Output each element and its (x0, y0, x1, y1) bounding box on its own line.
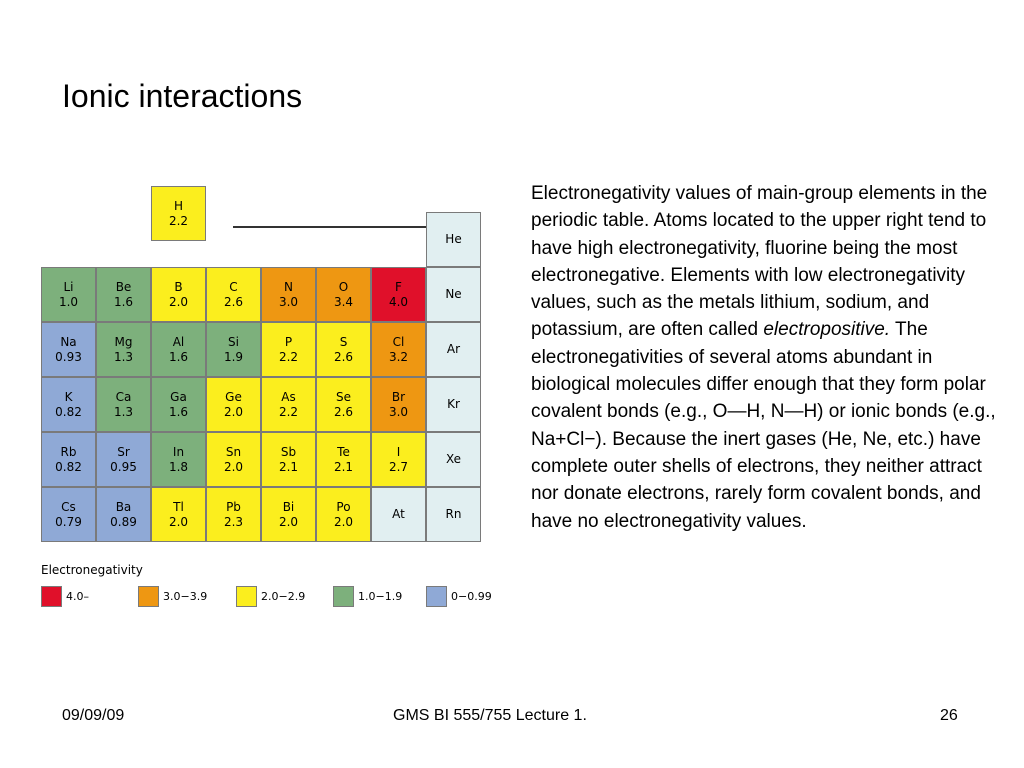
element-electronegativity: 4.0 (388, 294, 409, 309)
element-electronegativity: 2.2 (278, 349, 299, 364)
element-electronegativity: 0.82 (55, 459, 82, 474)
element-cell-be (96, 267, 151, 322)
element-symbol: P (284, 334, 293, 349)
element-symbol: I (396, 444, 401, 459)
element-electronegativity: 2.3 (223, 514, 244, 529)
element-symbol: Ga (170, 389, 187, 404)
element-cell-bi (261, 487, 316, 542)
slide-title: Ionic interactions (62, 78, 303, 114)
element-electronegativity: 2.0 (223, 404, 244, 419)
element-electronegativity: 0.89 (110, 514, 137, 529)
element-cell-b (151, 267, 206, 322)
element-symbol: Xe (445, 452, 462, 466)
element-electronegativity: 2.1 (333, 459, 354, 474)
legend-label-yellow: 2.0−2.9 (261, 590, 306, 603)
element-symbol: Mg (114, 334, 133, 349)
element-electronegativity: 2.2 (168, 213, 189, 228)
element-cell-al (151, 322, 206, 377)
element-electronegativity: 3.0 (278, 294, 299, 309)
element-cell-se (316, 377, 371, 432)
element-cell-ne (426, 267, 481, 322)
description-text (531, 180, 1009, 535)
element-symbol: C (229, 279, 238, 294)
element-electronegativity: 1.0 (58, 294, 79, 309)
element-electronegativity: 2.1 (278, 459, 299, 474)
element-symbol: S (339, 334, 348, 349)
element-symbol: Se (336, 389, 351, 404)
element-cell-rb (41, 432, 96, 487)
element-symbol: F (395, 279, 402, 294)
element-cell-at (371, 487, 426, 542)
element-cell-ga (151, 377, 206, 432)
legend-title: Electronegativity (41, 563, 143, 577)
element-symbol: Pb (226, 499, 241, 514)
element-symbol: Br (391, 389, 406, 404)
element-cell-h (151, 186, 206, 241)
element-electronegativity: 1.6 (168, 404, 189, 419)
element-cell-po (316, 487, 371, 542)
element-symbol: Sn (225, 444, 242, 459)
element-electronegativity: 0.93 (55, 349, 82, 364)
element-symbol: Bi (282, 499, 295, 514)
element-symbol: As (281, 389, 296, 404)
element-symbol: Cs (61, 499, 76, 514)
element-symbol: Cl (392, 334, 405, 349)
element-cell-ba (96, 487, 151, 542)
element-symbol: H (173, 198, 184, 213)
element-cell-he (426, 212, 481, 267)
element-electronegativity: 3.4 (333, 294, 354, 309)
element-electronegativity: 2.6 (333, 404, 354, 419)
element-cell-sn (206, 432, 261, 487)
element-cell-na (41, 322, 96, 377)
element-symbol: Tl (173, 499, 184, 514)
legend-swatch-blue (426, 586, 447, 607)
description-part-2: The electronegativities of several atoms abundant in biological molecules differ enough that they form polar covalent bonds (e.g., O—H, N—H) or ionic bonds (e.g., Na+Cl−). Because the inert gases (He, Ne, etc.) have complete outer shells of electrons, they neither attract nor donate electrons, rarely form covalent bonds, and have no electronegativity values. (531, 319, 996, 532)
element-cell-tl (151, 487, 206, 542)
element-cell-te (316, 432, 371, 487)
element-symbol: Ge (225, 389, 242, 404)
element-symbol: Te (337, 444, 350, 459)
element-electronegativity: 1.6 (168, 349, 189, 364)
element-electronegativity: 0.79 (55, 514, 82, 529)
element-cell-mg (96, 322, 151, 377)
element-electronegativity: 2.0 (168, 294, 189, 309)
element-cell-cs (41, 487, 96, 542)
legend-swatch-red (41, 586, 62, 607)
element-cell-ar (426, 322, 481, 377)
element-symbol: Ar (446, 342, 461, 356)
element-symbol: At (392, 507, 405, 521)
element-cell-pb (206, 487, 261, 542)
element-cell-li (41, 267, 96, 322)
element-cell-si (206, 322, 261, 377)
element-cell-s (316, 322, 371, 377)
element-cell-as (261, 377, 316, 432)
element-cell-k (41, 377, 96, 432)
element-symbol: Sr (117, 444, 130, 459)
description-part-1: Electronegativity values of main-group elements in the periodic table. Atoms located to the upper right tend to have high electronegativity, fluorine being the most electronegative. Elements with low electronegativity values, such as the metals lithium, sodium, and potassium, are often called (531, 183, 988, 341)
element-symbol: Ba (115, 499, 132, 514)
element-symbol: Na (60, 334, 77, 349)
legend-swatch-green (333, 586, 354, 607)
element-cell-kr (426, 377, 481, 432)
description-emphasis: electropositive. (763, 319, 891, 341)
element-electronegativity: 2.0 (168, 514, 189, 529)
element-symbol: Sb (280, 444, 297, 459)
element-cell-sr (96, 432, 151, 487)
element-electronegativity: 1.8 (168, 459, 189, 474)
element-electronegativity: 0.95 (110, 459, 137, 474)
element-symbol: B (174, 279, 183, 294)
element-symbol: He (445, 232, 462, 246)
element-symbol: Ne (445, 287, 462, 301)
element-electronegativity: 1.3 (113, 349, 134, 364)
footer-date: 09/09/09 (62, 707, 125, 724)
element-electronegativity: 1.6 (113, 294, 134, 309)
element-electronegativity: 2.7 (388, 459, 409, 474)
element-symbol: Rn (445, 507, 462, 521)
element-electronegativity: 2.0 (278, 514, 299, 529)
element-cell-sb (261, 432, 316, 487)
legend-swatch-orange (138, 586, 159, 607)
element-symbol: O (338, 279, 349, 294)
element-symbol: Si (228, 334, 239, 349)
element-cell-c (206, 267, 261, 322)
legend-label-orange: 3.0−3.9 (163, 590, 208, 603)
element-cell-in (151, 432, 206, 487)
legend-label-blue: 0−0.99 (451, 590, 492, 603)
element-cell-f (371, 267, 426, 322)
legend-label-green: 1.0−1.9 (358, 590, 403, 603)
element-cell-br (371, 377, 426, 432)
element-cell-i (371, 432, 426, 487)
element-cell-ca (96, 377, 151, 432)
element-electronegativity: 1.9 (223, 349, 244, 364)
element-symbol: Be (115, 279, 132, 294)
element-electronegativity: 2.6 (223, 294, 244, 309)
element-electronegativity: 1.3 (113, 404, 134, 419)
element-symbol: K (64, 389, 73, 404)
element-cell-xe (426, 432, 481, 487)
element-cell-o (316, 267, 371, 322)
element-symbol: In (172, 444, 185, 459)
element-cell-cl (371, 322, 426, 377)
legend-label-red: 4.0– (66, 590, 89, 603)
element-symbol: Kr (447, 397, 460, 411)
element-symbol: Ca (115, 389, 132, 404)
element-electronegativity: 2.0 (333, 514, 354, 529)
table-connector-line (233, 226, 426, 228)
element-electronegativity: 3.2 (388, 349, 409, 364)
element-electronegativity: 0.82 (55, 404, 82, 419)
element-cell-ge (206, 377, 261, 432)
element-cell-rn (426, 487, 481, 542)
element-symbol: Al (172, 334, 185, 349)
footer-page-number: 26 (940, 707, 958, 724)
element-cell-p (261, 322, 316, 377)
element-symbol: Rb (60, 444, 77, 459)
element-symbol: N (284, 279, 293, 294)
element-electronegativity: 2.2 (278, 404, 299, 419)
footer-course: GMS BI 555/755 Lecture 1. (393, 707, 587, 724)
element-symbol: Li (63, 279, 74, 294)
element-electronegativity: 3.0 (388, 404, 409, 419)
element-symbol: Po (336, 499, 351, 514)
element-electronegativity: 2.6 (333, 349, 354, 364)
element-cell-n (261, 267, 316, 322)
element-electronegativity: 2.0 (223, 459, 244, 474)
legend-swatch-yellow (236, 586, 257, 607)
